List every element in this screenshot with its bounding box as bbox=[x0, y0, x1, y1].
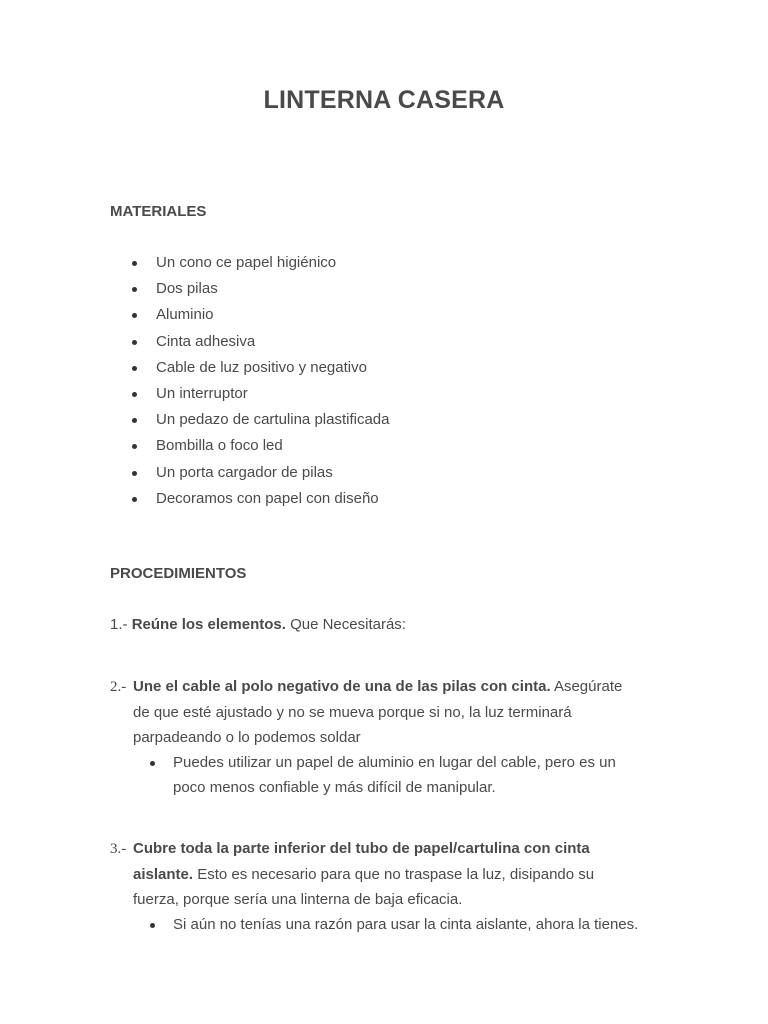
materials-heading: MATERIALES bbox=[110, 203, 207, 220]
bullet-icon bbox=[132, 418, 137, 423]
procedure-step-1 bbox=[110, 612, 670, 637]
step-bold-text: aislante. bbox=[133, 866, 194, 883]
list-item bbox=[110, 489, 389, 515]
step-text: Que Necesitarás: bbox=[285, 616, 406, 633]
step-number: 1.- bbox=[110, 616, 128, 633]
step-sub-list bbox=[110, 912, 670, 937]
list-item bbox=[110, 358, 389, 384]
document-title: LINTERNA CASERA bbox=[263, 86, 505, 114]
step-line bbox=[110, 862, 670, 887]
bullet-icon bbox=[132, 471, 137, 476]
list-item bbox=[110, 332, 389, 358]
step-text: parpadeando o lo podemos soldar bbox=[133, 729, 361, 746]
bullet-icon bbox=[132, 444, 137, 449]
list-item bbox=[110, 410, 389, 436]
step-text: de que esté ajustado y no se mueva porque si no, la luz terminará bbox=[133, 704, 572, 721]
material-item-label: Cable de luz positivo y negativo bbox=[156, 358, 367, 376]
bullet-icon bbox=[132, 340, 137, 345]
material-item-label: Un pedazo de cartulina plastificada bbox=[156, 411, 390, 429]
step-text: Esto es necesario para que no traspase la luz, disipando su bbox=[193, 866, 595, 883]
bullet-icon bbox=[132, 366, 137, 371]
step-bold-text: Cubre toda la parte inferior del tubo de papel/cartulina con cinta bbox=[133, 840, 590, 857]
list-item bbox=[110, 463, 389, 489]
list-item bbox=[110, 305, 389, 331]
bullet-icon bbox=[150, 761, 155, 766]
procedure-step-3 bbox=[110, 836, 670, 937]
procedures-heading: PROCEDIMIENTOS bbox=[110, 565, 247, 582]
bullet-icon bbox=[132, 313, 137, 318]
sub-item-text: Puedes utilizar un papel de aluminio en lugar del cable, pero es un bbox=[173, 754, 616, 771]
material-item-label: Decoramos con papel con diseño bbox=[156, 489, 379, 507]
step-text: fuerza, porque sería una linterna de baja eficacia. bbox=[133, 891, 463, 908]
procedure-step-2 bbox=[110, 674, 670, 800]
bullet-icon bbox=[132, 287, 137, 292]
list-item bbox=[110, 912, 670, 937]
list-item bbox=[110, 436, 389, 462]
material-item-label: Un interruptor bbox=[156, 384, 248, 402]
step-bold-text: Reúne los elementos. bbox=[131, 616, 286, 633]
step-number: 3.- bbox=[110, 841, 127, 857]
step-text: Asegúrate bbox=[550, 678, 623, 695]
material-item-label: Un cono ce papel higiénico bbox=[156, 254, 337, 271]
bullet-icon bbox=[132, 392, 137, 397]
step-line bbox=[110, 836, 670, 862]
list-item bbox=[110, 279, 389, 305]
sub-item-text: Si aún no tenías una razón para usar la cinta aislante, ahora la tienes. bbox=[173, 916, 639, 933]
step-bold-text: Une el cable al polo negativo de una de las pilas con cinta. bbox=[133, 678, 551, 695]
sub-item-text: poco menos confiable y más difícil de manipular. bbox=[173, 779, 496, 796]
bullet-icon bbox=[132, 497, 137, 502]
material-item-label: Cinta adhesiva bbox=[156, 332, 256, 350]
bullet-icon bbox=[132, 261, 137, 266]
step-number: 2.- bbox=[110, 679, 127, 695]
list-item bbox=[110, 253, 389, 279]
list-item bbox=[110, 750, 670, 800]
material-item-label: Dos pilas bbox=[156, 280, 218, 298]
list-item bbox=[110, 384, 389, 410]
step-line bbox=[110, 674, 670, 700]
material-item-label: Un porta cargador de pilas bbox=[156, 463, 333, 481]
bullet-icon bbox=[150, 923, 155, 928]
material-item-label: Aluminio bbox=[156, 306, 214, 324]
material-item-label: Bombilla o foco led bbox=[156, 437, 283, 455]
materials-list bbox=[110, 253, 389, 515]
step-sub-list bbox=[110, 750, 670, 800]
